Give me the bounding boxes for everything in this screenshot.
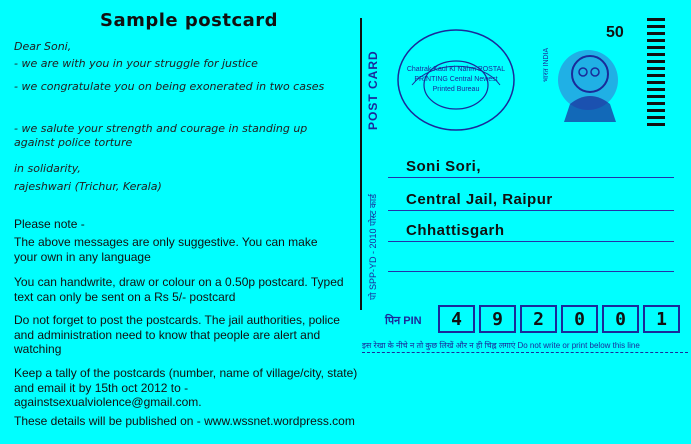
address-rule — [388, 241, 674, 242]
message-line: - we salute your strength and courage in standing up against police torture — [14, 122, 308, 149]
message-line: - we are with you in your struggle for justice — [14, 57, 258, 70]
do-not-write-rule — [362, 352, 688, 353]
message-line: - we congratulate you on being exonerated in two cases — [14, 80, 325, 93]
pin-label: पिन PIN — [385, 315, 422, 327]
pin-digit: 9 — [479, 305, 516, 333]
note-paragraph: You can handwrite, draw or colour on a 0.50p postcard. Typed text can only be sent on a Rs 5/- postcard — [14, 275, 344, 304]
printing-bureau-seal — [392, 25, 520, 135]
note-paragraph: The above messages are only suggestive. You can make your own in any language — [14, 235, 318, 264]
gandhi-stamp — [540, 22, 636, 132]
address-line-state: Chhattisgarh — [406, 222, 505, 239]
pin-digit: 0 — [561, 305, 598, 333]
stamp-value: 50 — [606, 24, 624, 41]
page-title: Sample postcard — [100, 10, 279, 31]
note-paragraph: These details will be published on - www.wssnet.wordpress.com — [14, 414, 355, 428]
address-rule — [388, 271, 674, 272]
note-paragraph: Keep a tally of the postcards (number, name of village/city, state) and email it by 15th oct 2012 to - againstsexualviolence@gmail.com. — [14, 366, 358, 409]
note-paragraph: Do not forget to post the postcards. The jail authorities, police and administration need to know that people are alert and watching — [14, 313, 340, 356]
address-line-jail: Central Jail, Raipur — [406, 191, 553, 208]
signature: rajeshwari (Trichur, Kerala) — [14, 180, 162, 193]
do-not-write-note: इस रेखा के नीचे न तो कुछ लिखें और न ही चिह्न लगाएं Do not write or print below this line — [362, 341, 640, 350]
address-rule — [388, 210, 674, 211]
pin-digit: 2 — [520, 305, 557, 333]
vertical-print: पो SPP-YD - 2010 पोस्ट कार्ड — [368, 193, 378, 300]
notes-heading: Please note - — [14, 217, 85, 231]
pin-digit: 1 — [643, 305, 680, 333]
seal-text: Chatrak Kaul Ki Nahm POSTAL PRINTING Central Newest Printed Bureau — [406, 66, 506, 93]
cancellation-bars — [647, 18, 665, 130]
pin-digit: 4 — [438, 305, 475, 333]
postcard-divider — [360, 18, 362, 310]
greeting: Dear Soni, — [14, 40, 72, 53]
address-rule — [388, 177, 674, 178]
pin-digit: 0 — [602, 305, 639, 333]
closing: in solidarity, — [14, 162, 81, 175]
address-line-name: Soni Sori, — [406, 158, 482, 175]
post-card-label: POST CARD — [366, 50, 380, 130]
stamp-country: भारत INDIA — [543, 47, 550, 82]
